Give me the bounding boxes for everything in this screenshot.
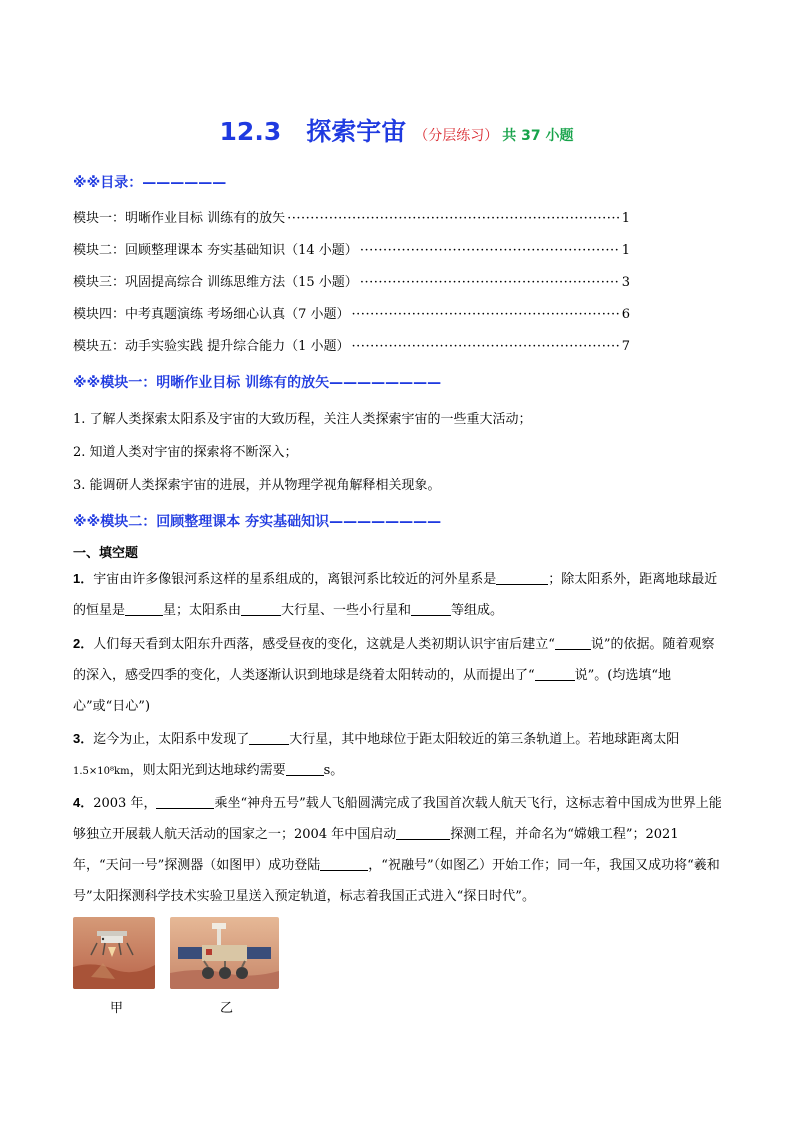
toc-item[interactable]: [73, 207, 630, 226]
question-text: ；除太阳系外，距离地球最近的恒星是: [73, 572, 718, 618]
title-count: 共 37 小题: [502, 128, 574, 144]
toc-item-page: 7: [621, 339, 630, 354]
question-text: 乘坐“神舟五号”载人飞船圆满完成了我国首次载人航天飞行，这标志着中国成为世界上能够独立开展载人航天活动的国家之一；2004 年中国启动: [73, 796, 722, 842]
answer-blank[interactable]: [496, 571, 548, 585]
image-label-jia: 甲: [110, 1001, 124, 1016]
question-text: ，则太阳光到达地球约需要: [129, 763, 286, 778]
question-text: 人们每天看到太阳东升西落，感受昼夜的变化，这就是人类初期认识宇宙后建立“: [93, 637, 555, 652]
toc-item[interactable]: [73, 335, 630, 354]
question-text: 大行星，其中地球位于距太阳较近的第三条轨道上。若地球距离太阳: [289, 732, 680, 747]
image-label-yi: 乙: [220, 1001, 234, 1016]
question-2: [73, 628, 723, 722]
answer-blank[interactable]: [286, 762, 324, 776]
question-4: [73, 787, 723, 912]
toc-item-page: 1: [621, 243, 630, 258]
question-text: 探测工程，并命名为“嫦娥工程”；2021 年，“天问一号”探测器（如图甲）成功登陆: [73, 827, 679, 873]
rover-icon: [170, 917, 279, 989]
toc-leader: [287, 211, 620, 226]
goal-item: 1. 了解人类探索太阳系及宇宙的大致历程，关注人类探索宇宙的一些重大活动；: [73, 412, 532, 427]
lander-image: [73, 917, 155, 989]
toc-item-page: 1: [621, 211, 630, 226]
question-text: 宇宙由许多像银河系这样的星系组成的，离银河系比较近的河外星系是: [93, 572, 497, 587]
toc-leader: [360, 275, 620, 290]
question-text: 迄今为止，太阳系中发现了: [93, 732, 250, 747]
answer-blank[interactable]: [411, 602, 451, 616]
question-text: s。: [323, 763, 344, 778]
goal-item: 3. 能调研人类探索宇宙的进展，并从物理学视角解释相关现象。: [73, 478, 441, 493]
question-3: [73, 723, 723, 787]
toc-leader: [360, 243, 620, 258]
answer-blank[interactable]: [156, 795, 214, 809]
toc-item[interactable]: [73, 303, 630, 322]
question-text: 大行星、一些小行星和: [281, 603, 412, 618]
answer-blank[interactable]: [535, 667, 575, 681]
goal-item: 2. 知道人类对宇宙的探索将不断深入；: [73, 445, 298, 460]
lander-icon: [73, 917, 155, 989]
question-number: 4．: [73, 795, 94, 810]
page-title: [0, 112, 793, 148]
question-text: 说”的依据。随着观察的深入，感受四季的变化，人类逐渐认识到地球是绕着太阳转动的，从而提出了“: [73, 637, 715, 683]
question-1: [73, 563, 723, 626]
answer-blank[interactable]: [249, 731, 289, 745]
answer-blank[interactable]: [396, 826, 450, 840]
question-text: 说”。(均选填“地心”或“日心”): [73, 668, 672, 714]
toc-item-page: 3: [621, 275, 630, 290]
section-title: 一、填空题: [73, 546, 139, 561]
question-text: ，“祝融号”（如图乙）开始工作；同一年，我国又成功将“羲和号”太阳探测科学技术实验卫星送入预定轨道，标志着我国正式进入“探日时代”。: [73, 858, 720, 904]
toc-item-page: 6: [621, 307, 630, 322]
question-number: 3．: [73, 731, 94, 746]
toc-item-label: 模块四：中考真题演练 考场细心认真（7 小题）: [73, 307, 350, 322]
title-sub: （分层练习）: [414, 128, 499, 144]
answer-blank[interactable]: [555, 636, 591, 650]
answer-blank[interactable]: [125, 602, 163, 616]
toc-leader: [352, 339, 620, 354]
toc-item-label: 模块二：回顾整理课本 夯实基础知识（14 小题）: [73, 243, 358, 258]
question-number: 2．: [73, 636, 94, 651]
toc-item-label: 模块一：明晰作业目标 训练有的放矢: [73, 211, 286, 226]
answer-blank[interactable]: [241, 602, 281, 616]
module1-heading: ※※模块一：明晰作业目标 训练有的放矢————————: [73, 375, 442, 391]
toc-heading: ※※目录：——————: [73, 175, 227, 191]
title-main: 12.3 探索宇宙: [219, 117, 407, 146]
question-text: 等组成。: [451, 603, 504, 618]
toc-item[interactable]: [73, 239, 630, 258]
question-text: 2003 年，: [93, 796, 157, 811]
question-number: 1．: [73, 571, 94, 586]
distance-value: 1.5×10⁸km: [73, 766, 130, 777]
answer-blank[interactable]: [320, 857, 368, 871]
question-text: 星；太阳系由: [163, 603, 242, 618]
toc-item[interactable]: [73, 271, 630, 290]
module2-heading: ※※模块二：回顾整理课本 夯实基础知识————————: [73, 514, 442, 530]
toc-item-label: 模块三：巩固提高综合 训练思维方法（15 小题）: [73, 275, 358, 290]
rover-image: [170, 917, 279, 989]
toc-leader: [352, 307, 620, 322]
toc-item-label: 模块五：动手实验实践 提升综合能力（1 小题）: [73, 339, 350, 354]
